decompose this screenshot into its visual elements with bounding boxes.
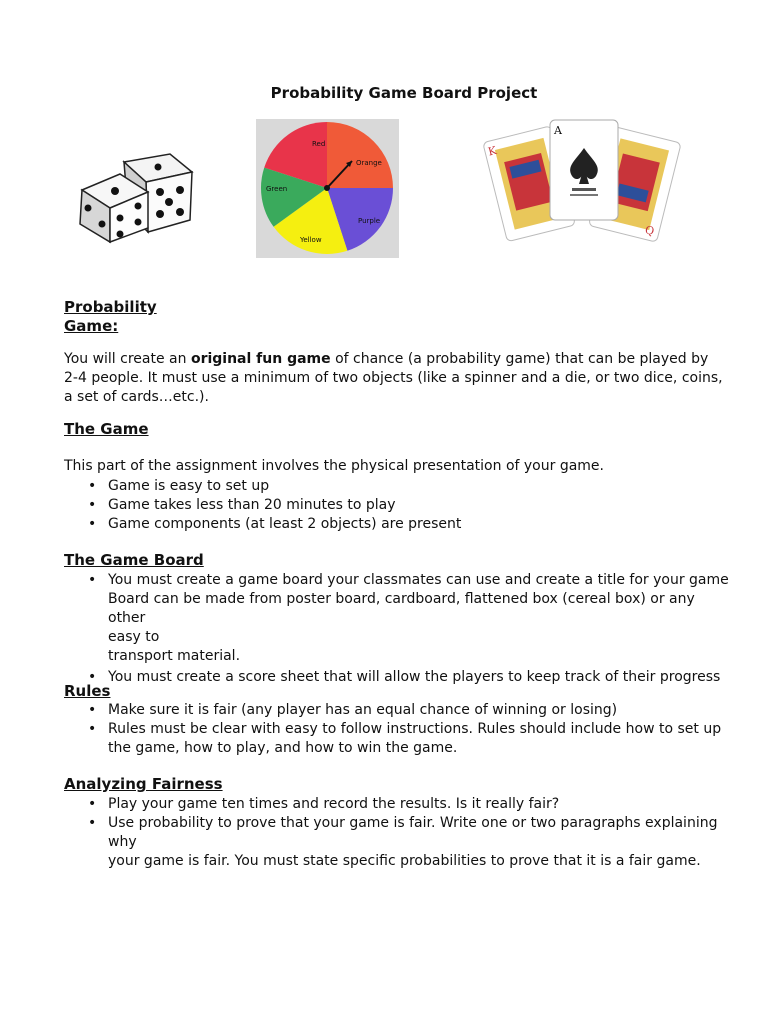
intro-bold: original fun game bbox=[190, 351, 331, 367]
the-game-lead: This part of the assignment involves the physical presentation of your game. bbox=[64, 458, 604, 474]
list-item: • You must create a score sheet that will allow the players to keep track of their progress bbox=[88, 669, 721, 685]
spinner-label-green: Green bbox=[266, 185, 288, 193]
list-item: • Game is easy to set up bbox=[88, 478, 270, 494]
page-title: Probability Game Board Project bbox=[270, 84, 538, 102]
list-item: • You must create a game board your classmates can use and create a title for your game Board can be made from poster board, cardboard, flattened box (cereal box) or any other easy to transport material. bbox=[88, 572, 729, 664]
svg-text:K: K bbox=[486, 143, 498, 159]
list-item: • Game components (at least 2 objects) are present bbox=[88, 516, 462, 532]
list-item: • Play your game ten times and record the results. Is it really fair? bbox=[88, 796, 560, 812]
fairness-heading: Analyzing Fairness bbox=[64, 775, 223, 793]
spinner-label-orange: Orange bbox=[356, 159, 382, 167]
intro-paragraph bbox=[64, 350, 724, 407]
probability-game-heading bbox=[64, 298, 157, 336]
svg-text:Q: Q bbox=[643, 223, 656, 239]
svg-text:A: A bbox=[554, 124, 562, 137]
spinner-label-red: Red bbox=[312, 140, 326, 148]
spinner-image bbox=[256, 119, 399, 258]
game-board-heading: The Game Board bbox=[64, 551, 204, 569]
list-item: • Game takes less than 20 minutes to play bbox=[88, 497, 396, 513]
spinner-label-yellow: Yellow bbox=[300, 236, 322, 244]
probability-game-heading-line2: Game: bbox=[64, 317, 119, 335]
probability-game-heading-line1: Probability bbox=[64, 298, 157, 316]
playing-cards-icon bbox=[480, 118, 685, 243]
fairness-list bbox=[64, 795, 744, 871]
list-item: • Make sure it is fair (any player has an equal chance of winning or losing) bbox=[88, 702, 618, 718]
intro-pre: You will create an bbox=[64, 351, 191, 367]
the-game-list bbox=[64, 477, 724, 534]
intro-post: of chance (a probability game) that can be played by 2-4 people. It must use a minimum of two objects (like a spinner and a die, or two dice, coins, a set of cards…etc.). bbox=[64, 351, 723, 405]
dice-icon bbox=[74, 150, 196, 246]
list-item: • Use probability to prove that your game is fair. Write one or two paragraphs explaining why your game is fair. You must state specific probabilities to prove that it is a fair game. bbox=[88, 815, 718, 869]
list-item: • Rules must be clear with easy to follow instructions. Rules should include how to set up the game, how to play, and how to win the game. bbox=[88, 721, 722, 756]
spinner-label-purple: Purple bbox=[358, 217, 381, 225]
rules-list bbox=[64, 701, 734, 758]
game-board-list bbox=[64, 571, 734, 687]
rules-heading: Rules bbox=[64, 682, 111, 700]
the-game-heading: The Game bbox=[64, 420, 149, 438]
spinner-wheel bbox=[256, 119, 399, 258]
